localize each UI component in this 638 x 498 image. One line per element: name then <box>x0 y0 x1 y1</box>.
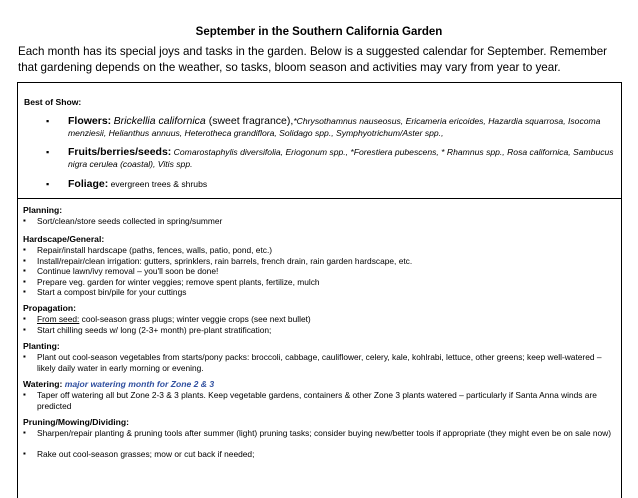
planning-head: Planning: <box>23 205 63 215</box>
tasks-box <box>17 198 622 498</box>
list-item: ▪ Sharpen/repair planting & pruning tools after summer (light) pruning tasks; consider buying new/better tools if appropriate (they might even be on sale now) <box>23 428 611 438</box>
watering-head: Watering: major watering month for Zone 2 & 3 <box>23 379 215 389</box>
list-item: ▪ Continue lawn/ivy removal – you'll soon be done! <box>23 266 219 276</box>
fruits-species: Comarostaphylis diversifolia, Eriogonum spp., *Forestiera pubescens, * Rhamnus spp., Rosa californica, Sambucus nigra cerulea (coastal), Vitis spp. <box>68 147 614 169</box>
list-item: ▪ From seed: cool-season grass plugs; winter veggie crops (see next bullet) <box>23 314 311 324</box>
foliage-head: Foliage: <box>68 178 109 190</box>
bullet-icon: ▪ <box>46 179 50 189</box>
bullet-icon: ▪ <box>23 352 26 361</box>
list-item: ▪ Start a compost bin/pile for your cuttings <box>23 287 187 297</box>
foliage-item <box>46 178 616 190</box>
list-item: ▪ Plant out cool-season vegetables from starts/pony packs: broccoli, cabbage, cauliflower, celery, kale, kohlrabi, lettuce, other greens; keep well-watered – likely daily water in early morning or evening. <box>23 352 602 373</box>
planting-head: Planting: <box>23 341 60 351</box>
flowers-species: *Chrysothamnus nauseosus, Ericameria ericoides, Hazardia squarrosa, Isocoma menziesii, Helianthus annuus, Heterotheca grandiflora, Solidago spp., Symphyotrichum/Aster spp., <box>68 116 601 138</box>
propagation-head: Propagation: <box>23 303 76 313</box>
bullet-icon: ▪ <box>23 245 26 254</box>
bullet-icon: ▪ <box>23 449 26 458</box>
foliage-text: evergreen trees & shrubs <box>108 179 208 189</box>
flowers-note: (sweet fragrance), <box>205 115 294 127</box>
pruning-head: Pruning/Mowing/Dividing: <box>23 417 129 427</box>
fruits-head: Fruits/berries/seeds: <box>68 146 172 158</box>
flowers-name: Brickellia californica <box>113 115 206 127</box>
hardscape-head: Hardscape/General: <box>23 234 105 244</box>
list-item: ▪ Sort/clean/store seeds collected in spring/summer <box>23 216 223 226</box>
list-item: ▪ Repair/install hardscape (paths, fences, walls, patio, pond, etc.) <box>23 245 273 255</box>
flowers-head: Flowers: <box>68 115 112 127</box>
best-of-show-box <box>17 82 622 199</box>
bullet-icon: ▪ <box>23 255 26 265</box>
list-item: ▪ Start chilling seeds w/ long (2-3+ month) pre-plant stratification; <box>23 324 272 335</box>
list-item: ▪ Prepare veg. garden for winter veggies; remove spent plants, fertilize, mulch <box>23 276 320 287</box>
bullet-icon: ▪ <box>23 314 26 323</box>
intro-paragraph: Each month has its special joys and tasks in the garden. Below is a suggested calendar for September. Remember that gardening depends on the weather, so tasks, bloom season and activities may vary from year to year. <box>18 45 608 74</box>
bullet-icon: ▪ <box>23 390 26 399</box>
bullet-icon: ▪ <box>23 287 26 296</box>
watering-accent: major watering month for Zone 2 & 3 <box>64 379 215 389</box>
fruits-item <box>46 146 616 170</box>
bullet-icon: ▪ <box>23 216 26 225</box>
bullet-icon: ▪ <box>23 324 26 334</box>
page-title: September in the Southern California Garden <box>195 26 443 38</box>
bullet-icon: ▪ <box>46 116 50 126</box>
bullet-icon: ▪ <box>23 428 26 437</box>
list-item: ▪ Install/repair/clean irrigation: gutters, sprinklers, rain barrels, french drain, rain garden hardscape, etc. <box>23 255 413 266</box>
list-item: ▪ Taper off watering all but Zone 2-3 & 3 plants. Keep vegetable gardens, containers & other Zone 3 plants watered – particularly if Santa Anna winds are predicted <box>23 390 597 411</box>
flowers-item <box>46 115 616 139</box>
bullet-icon: ▪ <box>46 147 50 157</box>
best-of-show-label: Best of Show: <box>24 97 82 107</box>
bullet-icon: ▪ <box>23 276 26 286</box>
list-item: ▪ Rake out cool-season grasses; mow or cut back if needed; <box>23 449 255 459</box>
bullet-icon: ▪ <box>23 266 26 275</box>
